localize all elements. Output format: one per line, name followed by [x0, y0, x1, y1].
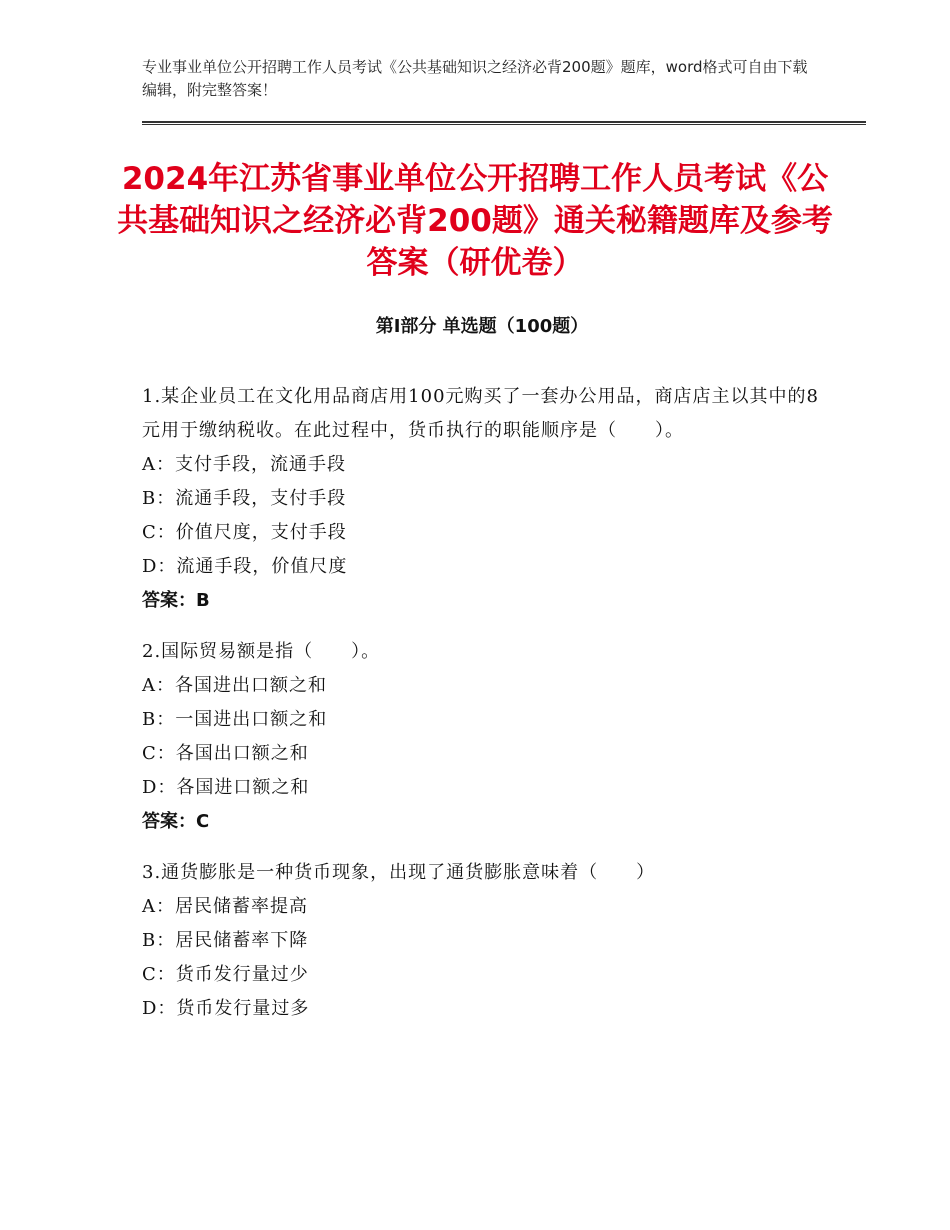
- option-d: D：流通手段，价值尺度: [142, 556, 348, 577]
- option-a: A：支付手段，流通手段: [142, 454, 346, 475]
- option-b: B：流通手段，支付手段: [142, 488, 347, 509]
- option-b: B：一国进出口额之和: [142, 709, 328, 730]
- question-list: [142, 380, 822, 1043]
- question-stem: 1.某企业员工在文化用品商店用100元购买了一套办公用品，商店店主以其中的8元用于缴纳税收。在此过程中，货币执行的职能顺序是（ ）。: [142, 386, 819, 441]
- option-d: D：货币发行量过多: [142, 998, 310, 1019]
- answer: 答案：C: [142, 811, 210, 832]
- question-stem: 2.国际贸易额是指（ ）。: [142, 641, 381, 662]
- option-d: D：各国进口额之和: [142, 777, 310, 798]
- option-a: A：各国进出口额之和: [142, 675, 327, 696]
- question-stem: 3.通货膨胀是一种货币现象，出现了通货膨胀意味着（ ）: [142, 862, 656, 883]
- question-1: [142, 380, 822, 618]
- header-note: 专业事业单位公开招聘工作人员考试《公共基础知识之经济必背200题》题库，word格式可自由下载编辑，附完整答案！: [142, 58, 808, 99]
- option-c: C：各国出口额之和: [142, 743, 309, 764]
- option-c: C：货币发行量过少: [142, 964, 309, 985]
- option-c: C：价值尺度，支付手段: [142, 522, 347, 543]
- option-b: B：居民储蓄率下降: [142, 930, 309, 951]
- header-divider: [142, 121, 866, 125]
- section-title: 第Ⅰ部分 单选题（100题）: [375, 316, 589, 337]
- question-3: [142, 856, 822, 1026]
- option-a: A：居民储蓄率提高: [142, 896, 308, 917]
- question-2: [142, 635, 822, 839]
- answer: 答案：B: [142, 590, 210, 611]
- document-title: 2024年江苏省事业单位公开招聘工作人员考试《公共基础知识之经济必背200题》通关秘籍题库及参考答案（研优卷）: [117, 161, 833, 281]
